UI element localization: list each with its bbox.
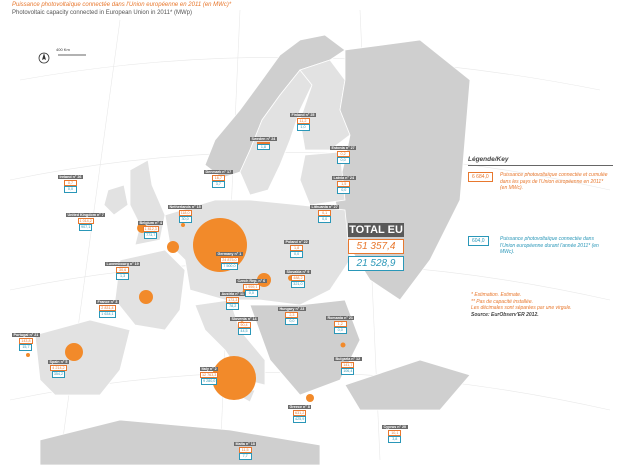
- bubble-portugal: [26, 353, 30, 357]
- label-italy: Italy n° 2 12 763,3 9 280,0: [201, 367, 217, 384]
- bubble-italy: [212, 356, 256, 400]
- legend-notes: [471, 292, 611, 318]
- title-en: Photovoltaic capacity connected in European Union in 2011* (MWp): [12, 10, 192, 16]
- label-uk: United Kingdom n° 7 1 014,2 907,1: [67, 213, 104, 230]
- label-france: France n° 3 2 831,4 1 634,1: [97, 300, 118, 317]
- ireland-land: [104, 185, 128, 215]
- bubble-france: [139, 290, 153, 304]
- label-ireland: Ireland n° 26 0,7 0,0: [59, 175, 82, 192]
- label-slovakia: Slovakia n° 9 488,2 321,0: [286, 270, 310, 287]
- bubble-bulgaria: [341, 343, 346, 348]
- label-belgium: Belgium n° 4 1 812,3 773,7: [139, 221, 162, 238]
- label-netherlands: Netherlands n° 15 118,0 30,0: [169, 205, 201, 222]
- label-bulgaria: Bulgaria n° 12 141,7 106,4: [335, 357, 361, 374]
- label-austria: Austria n° 11 173,3 78,2: [221, 292, 244, 309]
- label-spain: Spain n° 5 4 214,2 354,2: [49, 360, 68, 377]
- label-sweden: Sweden n° 24 1,8: [251, 137, 276, 150]
- legend-cumulative-sample: 6 684,0: [468, 172, 493, 182]
- bubble-netherlands: [181, 223, 185, 227]
- label-portugal: Portugal n° 21 143,8 15,7: [13, 333, 39, 350]
- label-greece: Greece n° 8 631,2 425,9: [289, 405, 310, 422]
- label-slovenia: Slovenia n° 14 90,4 44,5: [231, 317, 257, 334]
- label-denmark: Denmark n° 17 16,7 3,7: [205, 170, 232, 187]
- turkey-land: [345, 360, 470, 410]
- legend-cumulative-text: Puissance photovoltaïque connectée et cumulée dans les pays de l'Union européenne en 2011* (en MWc).: [500, 172, 608, 191]
- total-eu-box: [348, 223, 404, 271]
- label-finland: Finland n° 25 11,2 1,0: [291, 113, 315, 130]
- iberia-land: [35, 320, 130, 395]
- label-luxembourg: Luxembourg n° 19 30,6 1,3: [106, 262, 139, 279]
- legend: [468, 156, 613, 166]
- label-malta: Malta n° 18 11,5 7,7: [235, 442, 255, 459]
- total-eu-cumulative: 51 357,4: [348, 239, 404, 254]
- label-estonia: Estonia n° 27 0,2 0,0: [331, 146, 355, 163]
- label-cyprus: Cyprus n° 20 10,1 3,8: [383, 425, 407, 442]
- label-romania: Romania n° 21 1,2 0,0: [327, 316, 353, 333]
- legend-annual-text: Puissance photovoltaïque connectée dans l'Union européenne durant l'année 2011* (en MWc).: [500, 236, 599, 255]
- source-note: Source: EurObserv'ER 2012.: [471, 311, 539, 318]
- bubble-greece: [306, 394, 314, 402]
- total-eu-label: TOTAL EU: [349, 224, 403, 236]
- note-no-capacity: ** Pas de capacité installée.: [471, 298, 533, 305]
- bubble-spain: [65, 343, 83, 361]
- label-poland: Poland n° 22 1,8 0,0: [285, 240, 308, 257]
- bubble-belgium: [167, 241, 179, 253]
- label-hungary: Hungary n° 23 2,3 0,0: [279, 307, 305, 324]
- scale-label: 400 Km: [56, 47, 70, 52]
- label-lithuania: Lithuania n° 27 0,1 0,0: [311, 205, 338, 222]
- label-czech: Czech Rep. n° 6 1 959,1 0,0: [237, 279, 266, 296]
- note-estimate: * Estimation. Estimate.: [471, 292, 522, 298]
- legend-annual-sample: 604,0: [468, 236, 489, 246]
- label-latvia: Latvia n° 24 1,5 0,0: [333, 176, 355, 193]
- north-africa-land: [40, 420, 320, 465]
- title-fr: Puissance photovoltaïque connectée dans l'Union européenne en 2011 (en MWc)*: [12, 2, 232, 8]
- north-arrow-icon: [39, 53, 49, 63]
- label-germany: Germany n° 1 24 875,0 7 500,0: [217, 252, 242, 269]
- legend-title: Légende/Key: [468, 156, 613, 166]
- note-decimals: Les décimales sont séparées par une virgule.: [471, 305, 572, 311]
- total-eu-annual: 21 528,9: [348, 256, 404, 271]
